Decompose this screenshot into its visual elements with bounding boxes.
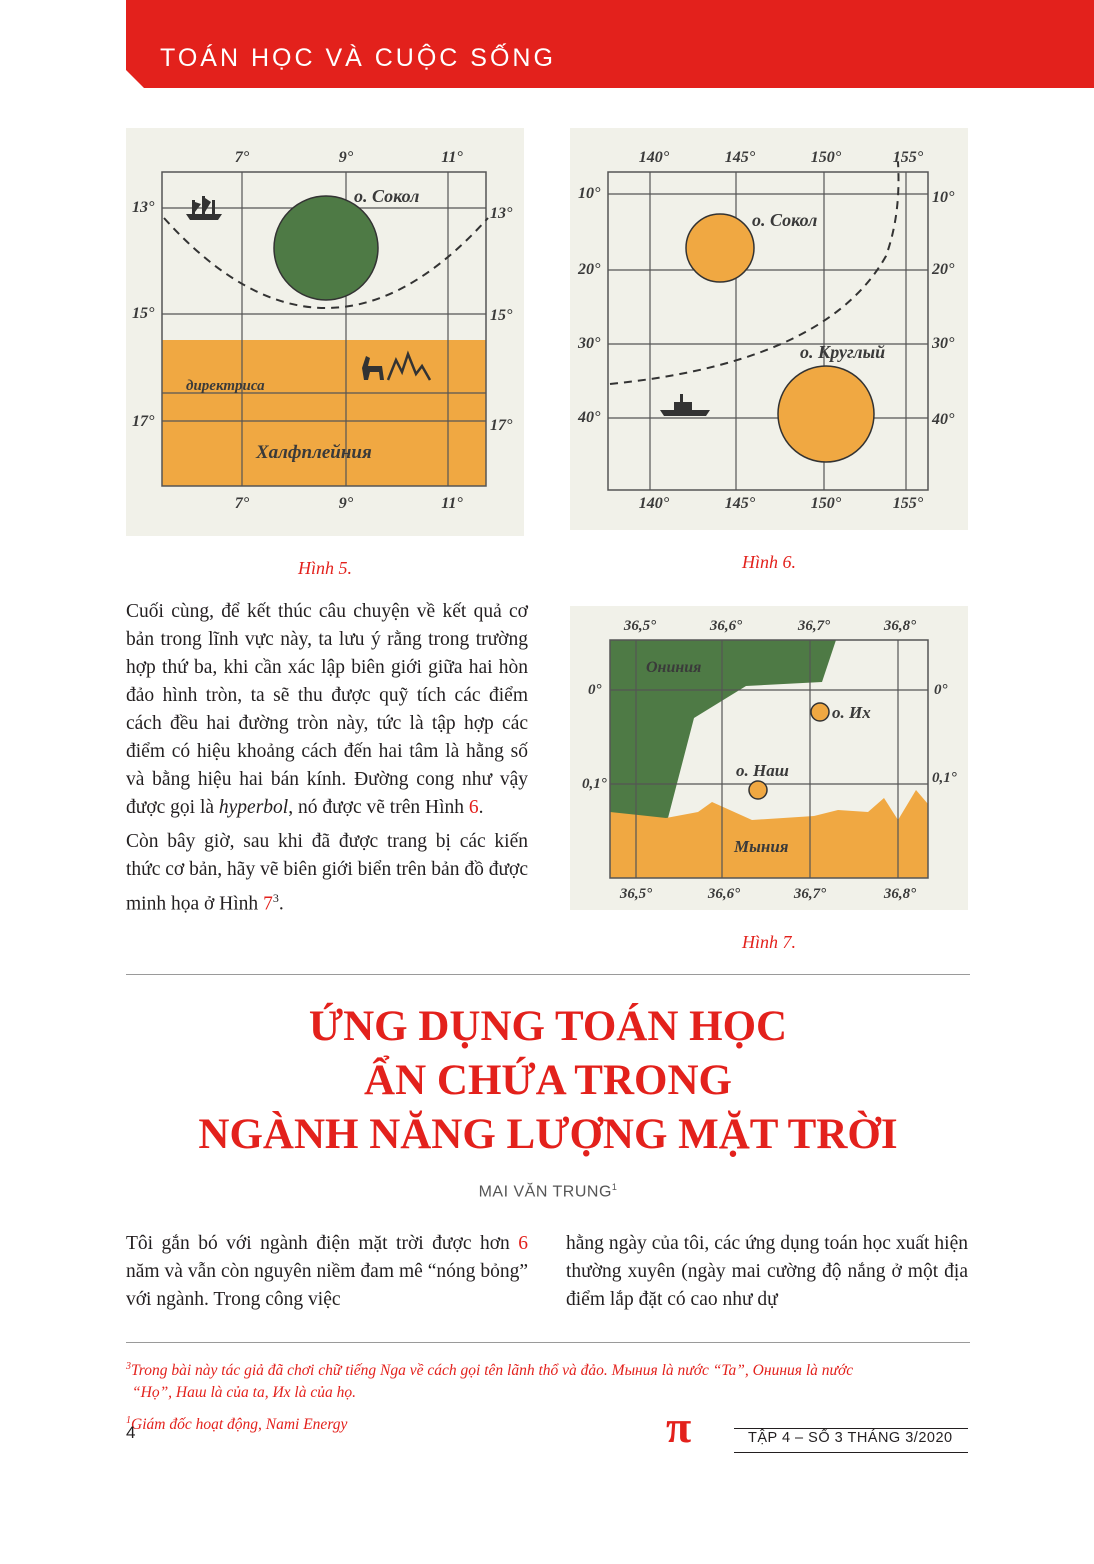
lon-label: 11° [441,495,463,512]
lon-label: 7° [234,149,250,166]
lat-label: 10° [578,185,601,202]
lon-label: 36,8° [883,886,917,902]
country-bottom-label: Мыния [734,837,789,856]
lat-label: 30° [578,335,601,352]
lon-label: 11° [441,149,463,166]
lat-label: 0° [934,682,948,698]
footnote-divider [126,1342,970,1343]
lon-label: 36,6° [707,886,741,902]
lat-label: 30° [932,335,955,352]
section-title: TOÁN HỌC VÀ CUỘC SỐNG [160,44,556,72]
article-column-1: Tôi gắn bó với ngành điện mặt trời được hơn 6 năm và vẫn còn nguyên niềm đam mê “nóng bỏng” với ngành. Trong công việc [126,1233,528,1310]
lon-label: 150° [810,149,842,166]
lat-label: 20° [932,261,955,278]
lon-label: 36,5° [619,886,653,902]
lat-label: 0,1° [582,776,607,792]
footnote-3: $^3$Trong bài này tác giả đã chơi chữ tiếng Nga về cách gọi tên lãnh thổ và đảo. Мыния là nước “Ta”, Ониния là nước “Họ”, Наш là của ta, Их là của họ. [126,1361,854,1402]
lat-label: 13° [490,205,513,222]
figure-6 [570,128,968,530]
lon-label: 155° [892,495,924,512]
figure-ref-link[interactable]: 6 [468,797,479,818]
lon-label: 150° [810,495,842,512]
intro-text [126,598,528,925]
figure-ref-link[interactable]: 7 [263,893,273,915]
island-circle-large [778,366,874,462]
article-title: ỨNG DỤNG TOÁN HỌC ẨN CHỨA TRONG NGÀNH NĂNG LƯỢNG MẶT TRỜI [198,1003,898,1158]
island-label: о. Их [832,703,871,722]
directrix-label: директриса [186,378,265,394]
lat-label: 0,1° [932,770,957,786]
figure-6-caption: Hình 6. [742,552,796,572]
country-top-label: Ониния [646,659,702,676]
footnote-ref[interactable]: 1 [611,1182,618,1192]
lat-label: 40° [578,409,601,426]
divider [126,974,970,975]
lat-label: 17° [132,413,155,430]
island-circle [274,196,378,300]
figure-7 [570,606,968,910]
lat-label: 0° [588,682,602,698]
lon-label: 36,8° [883,618,917,634]
lon-label: 36,5° [623,618,657,634]
lon-label: 140° [638,149,670,166]
lon-label: 155° [892,149,924,166]
island-label: о. Сокол [752,210,818,230]
island-small-2 [749,781,767,799]
lat-label: 15° [490,307,513,324]
figure-5 [126,128,524,536]
lat-label: 10° [932,189,955,206]
intro-paragraph-1: Cuối cùng, để kết thúc câu chuyện về kết quả cơ bản trong lĩnh vực này, ta lưu ý rằng trong trường hợp thứ ba, khi cần xác lập biên giới giữa hai hòn đảo hình tròn, ta sẽ thu được quỹ tích các điểm cách đều hai đường tròn này, tức là tập hợp các điểm có hiệu khoảng cách đến hai tâm là hằng số và bằng hiệu hai bán kính. Đường cong như vậy được gọi là hyperbol, nó được vẽ trên Hình 6. [126,601,528,818]
lon-label: 140° [638,495,670,512]
lon-label: 36,7° [793,886,827,902]
figure-7-caption: Hình 7. [742,932,796,952]
island-label: о. Сокол [354,186,420,206]
footnote-1: $^1$Giám đốc hoạt động, Nami Energy [126,1415,348,1434]
lon-label: 145° [724,149,756,166]
footnote-ref[interactable]: 3 [272,891,279,905]
lat-label: 20° [578,261,601,278]
lat-label: 40° [932,411,955,428]
lon-label: 36,6° [709,618,743,634]
figure-5-map [126,128,524,536]
island-label: о. Круглый [800,342,886,362]
lon-label: 36,7° [797,618,831,634]
lat-label: 13° [132,199,155,216]
lon-label: 9° [338,149,354,166]
lon-label: 145° [724,495,756,512]
figure-7-map [570,606,968,910]
lon-label: 9° [338,495,354,512]
intro-paragraph-2: Còn bây giờ, sau khi đã được trang bị các kiến thức cơ bản, hãy vẽ biên giới biển trên bản đồ được minh họa ở Hình $7^3$. [126,831,528,915]
author-name: MAI VĂN TRUNG$^1$ [478,1182,618,1201]
page-number: 4 [126,1423,136,1442]
lon-label: 7° [234,495,250,512]
island-circle-small [686,214,754,282]
figure-6-map [570,128,968,530]
lat-label: 15° [132,305,155,322]
country-label: Халфплейния [256,442,372,463]
footer-rule-bottom [734,1452,968,1453]
header-notch [126,70,144,88]
footer-rule [734,1428,968,1429]
lat-label: 17° [490,417,513,434]
pi-logo: π [666,1401,692,1452]
island-label: о. Наш [736,761,789,780]
island-small-1 [811,703,829,721]
issue-info: TẬP 4 – SỐ 3 THÁNG 3/2020 [748,1430,953,1446]
figure-5-caption: Hình 5. [298,558,352,578]
article-column-2: hằng ngày của tôi, các ứng dụng toán học xuất hiện thường xuyên (ngày mai cường độ nắng ở một địa điểm lắp đặt có cao như dự [566,1233,968,1310]
